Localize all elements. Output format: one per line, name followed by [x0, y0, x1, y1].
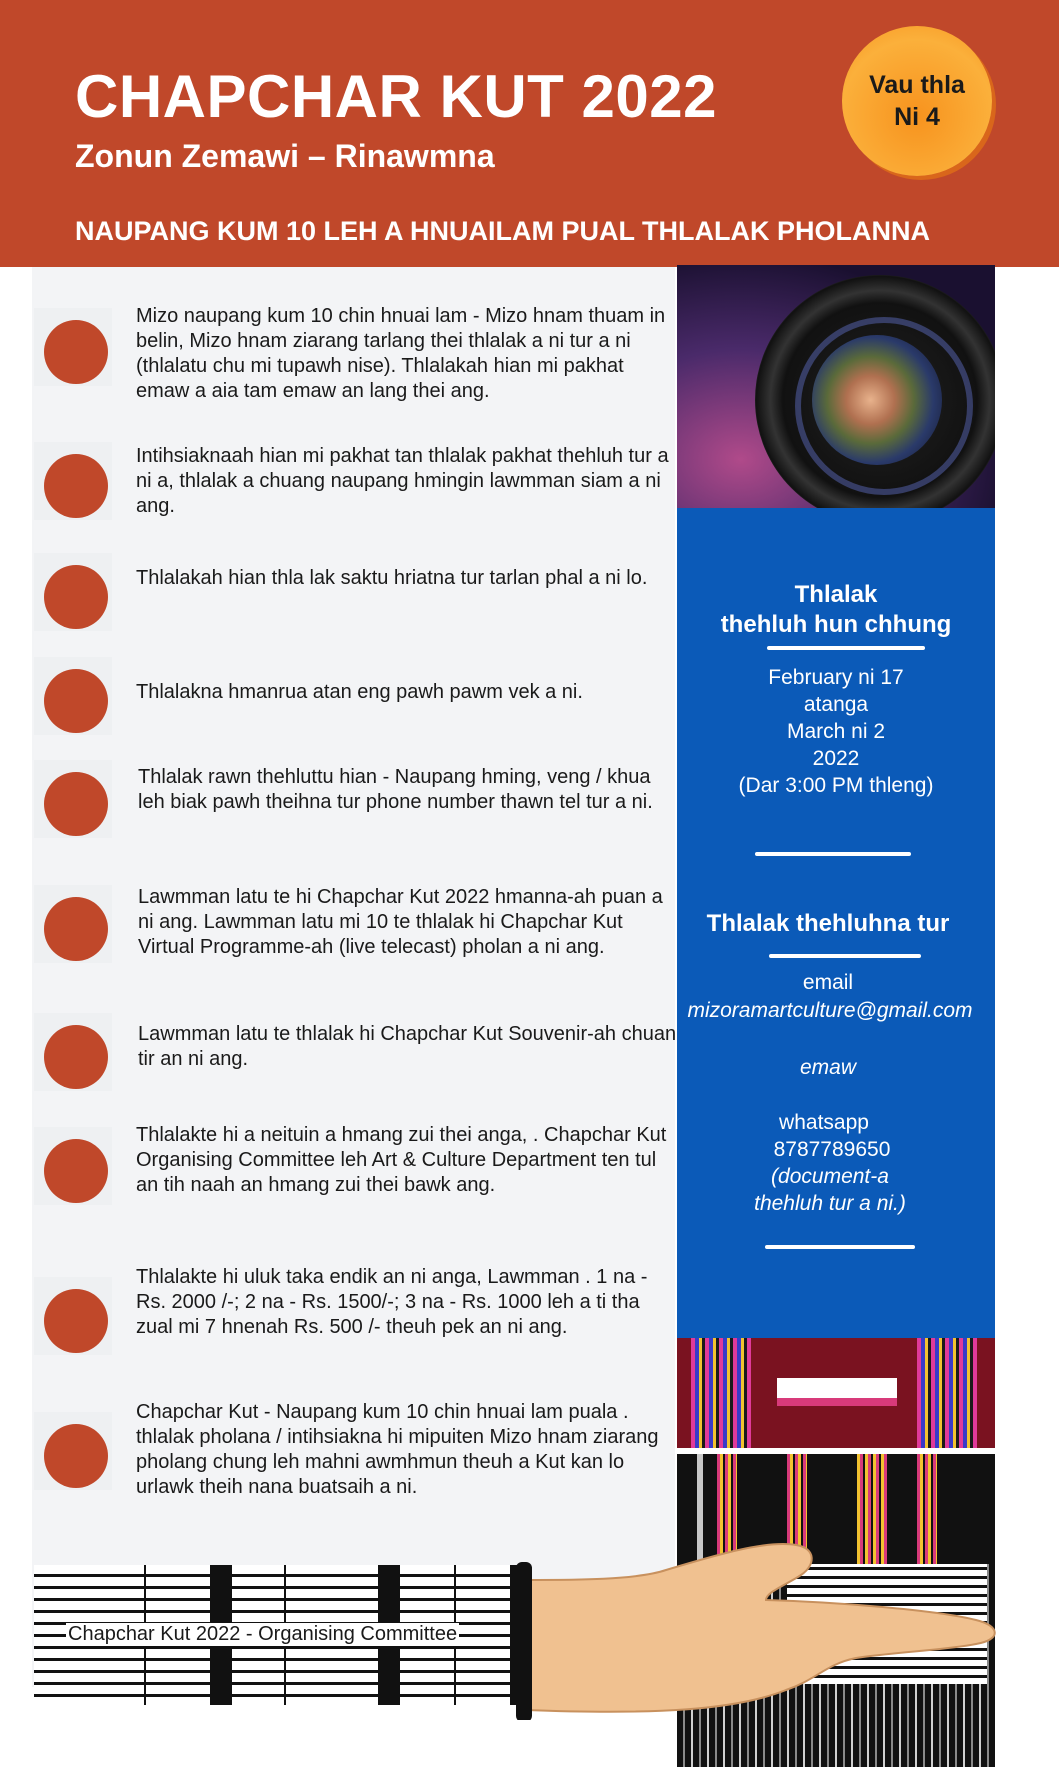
page-title: CHAPCHAR KUT 2022 [75, 63, 717, 130]
bullet-box [34, 657, 112, 735]
bullet-box [34, 1412, 112, 1490]
rule-text: Thlalakte hi a neituin a hmang zui thei anga, . Chapchar Kut Organising Committee leh Art & Culture Department ten tul an tih naah an hmang zui thei bawk ang. [136, 1124, 667, 1196]
whatsapp-number[interactable]: 8787789650 [773, 1138, 891, 1161]
bullet-dot [44, 1424, 108, 1488]
bullet-dot [44, 1289, 108, 1353]
divider [767, 646, 925, 650]
bullet-dot [44, 772, 108, 836]
rule-text: Lawmman latu te hi Chapchar Kut 2022 hmanna-ah puan a ni ang. Lawmman latu mi 10 te thlalak hi Chapchar Kut Virtual Programme-ah (live telecast) pholan a ni ang. [138, 886, 663, 958]
bullet-box [34, 885, 112, 963]
bullet-dot [44, 320, 108, 384]
rule-text: Thlalakna hmanrua atan eng pawh pawm vek a ni. [136, 681, 583, 703]
bullet-box [34, 760, 112, 838]
divider [769, 954, 921, 958]
deadline-date-2: atanga [803, 693, 869, 716]
textile-motif [917, 1338, 977, 1448]
bullet-box [34, 1013, 112, 1091]
deadline-date-4: 2022 [812, 747, 860, 770]
rule-text: Thlalakte hi uluk taka endik an ni anga, Lawmman . 1 na - Rs. 2000 /-; 2 na - Rs. 1500/-; 3 na - Rs. 1000 leh a ti tha zual mi 7 hnenah Rs. 500 /- theuh pek an ni ang. [136, 1266, 648, 1338]
bullet-box [34, 1277, 112, 1355]
rule-text: Thlalakah hian thla lak saktu hriatna tur tarlan phal a ni lo. [136, 567, 648, 589]
textile-motif [691, 1338, 751, 1448]
rule-text: Lawmman latu te thlalak hi Chapchar Kut Souvenir-ah chuan tir an ni ang. [138, 1023, 677, 1070]
divider [765, 1245, 915, 1249]
divider [755, 852, 911, 856]
badge-line-2: Ni 4 [894, 103, 940, 131]
bullet-box [34, 308, 112, 386]
whatsapp-label: whatsapp [779, 1111, 869, 1134]
page-subtitle: Zonun Zemawi – Rinawmna [75, 138, 495, 174]
bullet-box [34, 553, 112, 631]
bullet-box [34, 1127, 112, 1205]
submit-heading: Thlalak thehluhna tur [706, 910, 950, 937]
competition-banner: NAUPANG KUM 10 LEH A HNUAILAM PUAL THLALAK PHOLANNA [75, 216, 930, 246]
textile-band [777, 1378, 897, 1398]
bullet-dot [44, 454, 108, 518]
textile-band [777, 1398, 897, 1406]
note-line-1: (document-a [771, 1165, 889, 1188]
email-address[interactable]: mizoramartculture@gmail.com [687, 999, 973, 1022]
deadline-heading-2: thehluh hun chhung [720, 611, 952, 638]
bullet-dot [44, 1139, 108, 1203]
bullet-dot [44, 565, 108, 629]
date-badge [842, 26, 992, 176]
email-label: email [802, 971, 854, 994]
bullet-box [34, 442, 112, 520]
deadline-heading-1: Thlalak [794, 581, 878, 608]
header-band [0, 0, 1059, 267]
bullet-dot [44, 1025, 108, 1089]
badge-line-1: Vau thla [869, 71, 965, 99]
rule-text: Chapchar Kut - Naupang kum 10 chin hnuai lam puala . thlalak pholana / intihsiakna hi mipuiten Mizo hnam ziarang pholang chung leh mahni awmhmun theuh a Kut kan lo urlawk theih nana buatsaih a ni. [136, 1401, 659, 1498]
rule-text: Thlalak rawn thehluttu hian - Naupang hming, veng / khua leh biak pawh theihna tur phone number thawn tel tur a ni. [138, 766, 653, 813]
hand-shape [526, 1544, 995, 1712]
deadline-time: (Dar 3:00 PM thleng) [738, 774, 934, 797]
camera-lens-photo [677, 265, 995, 508]
deadline-date-3: March ni 2 [786, 720, 886, 743]
rule-text: Mizo naupang kum 10 chin hnuai lam - Mizo hnam thuam in belin, Mizo hnam ziarang tarlang thei thlalak a ni tur a ni (thlalatu chu mi tupawh nise). Thlalakah hian mi pakhat emaw a aia tam emaw an lang thei ang. [136, 305, 666, 402]
open-hand-illustration [516, 1540, 1006, 1720]
lens-reflection-child [812, 335, 942, 465]
rule-text: Intihsiaknaah hian mi pakhat tan thlalak pakhat thehluh tur a ni a, thlalak a chuang naupang hmingin lawmman siam a ni ang. [136, 445, 669, 517]
info-panel [677, 508, 995, 1338]
or-label: emaw [799, 1056, 857, 1079]
bullet-dot [44, 669, 108, 733]
note-line-2: thehluh tur a ni.) [754, 1192, 906, 1215]
organiser-credit: Chapchar Kut 2022 - Organising Committee [68, 1623, 458, 1645]
deadline-date-1: February ni 17 [768, 666, 904, 689]
cuff-edge [516, 1562, 532, 1720]
bullet-dot [44, 897, 108, 961]
